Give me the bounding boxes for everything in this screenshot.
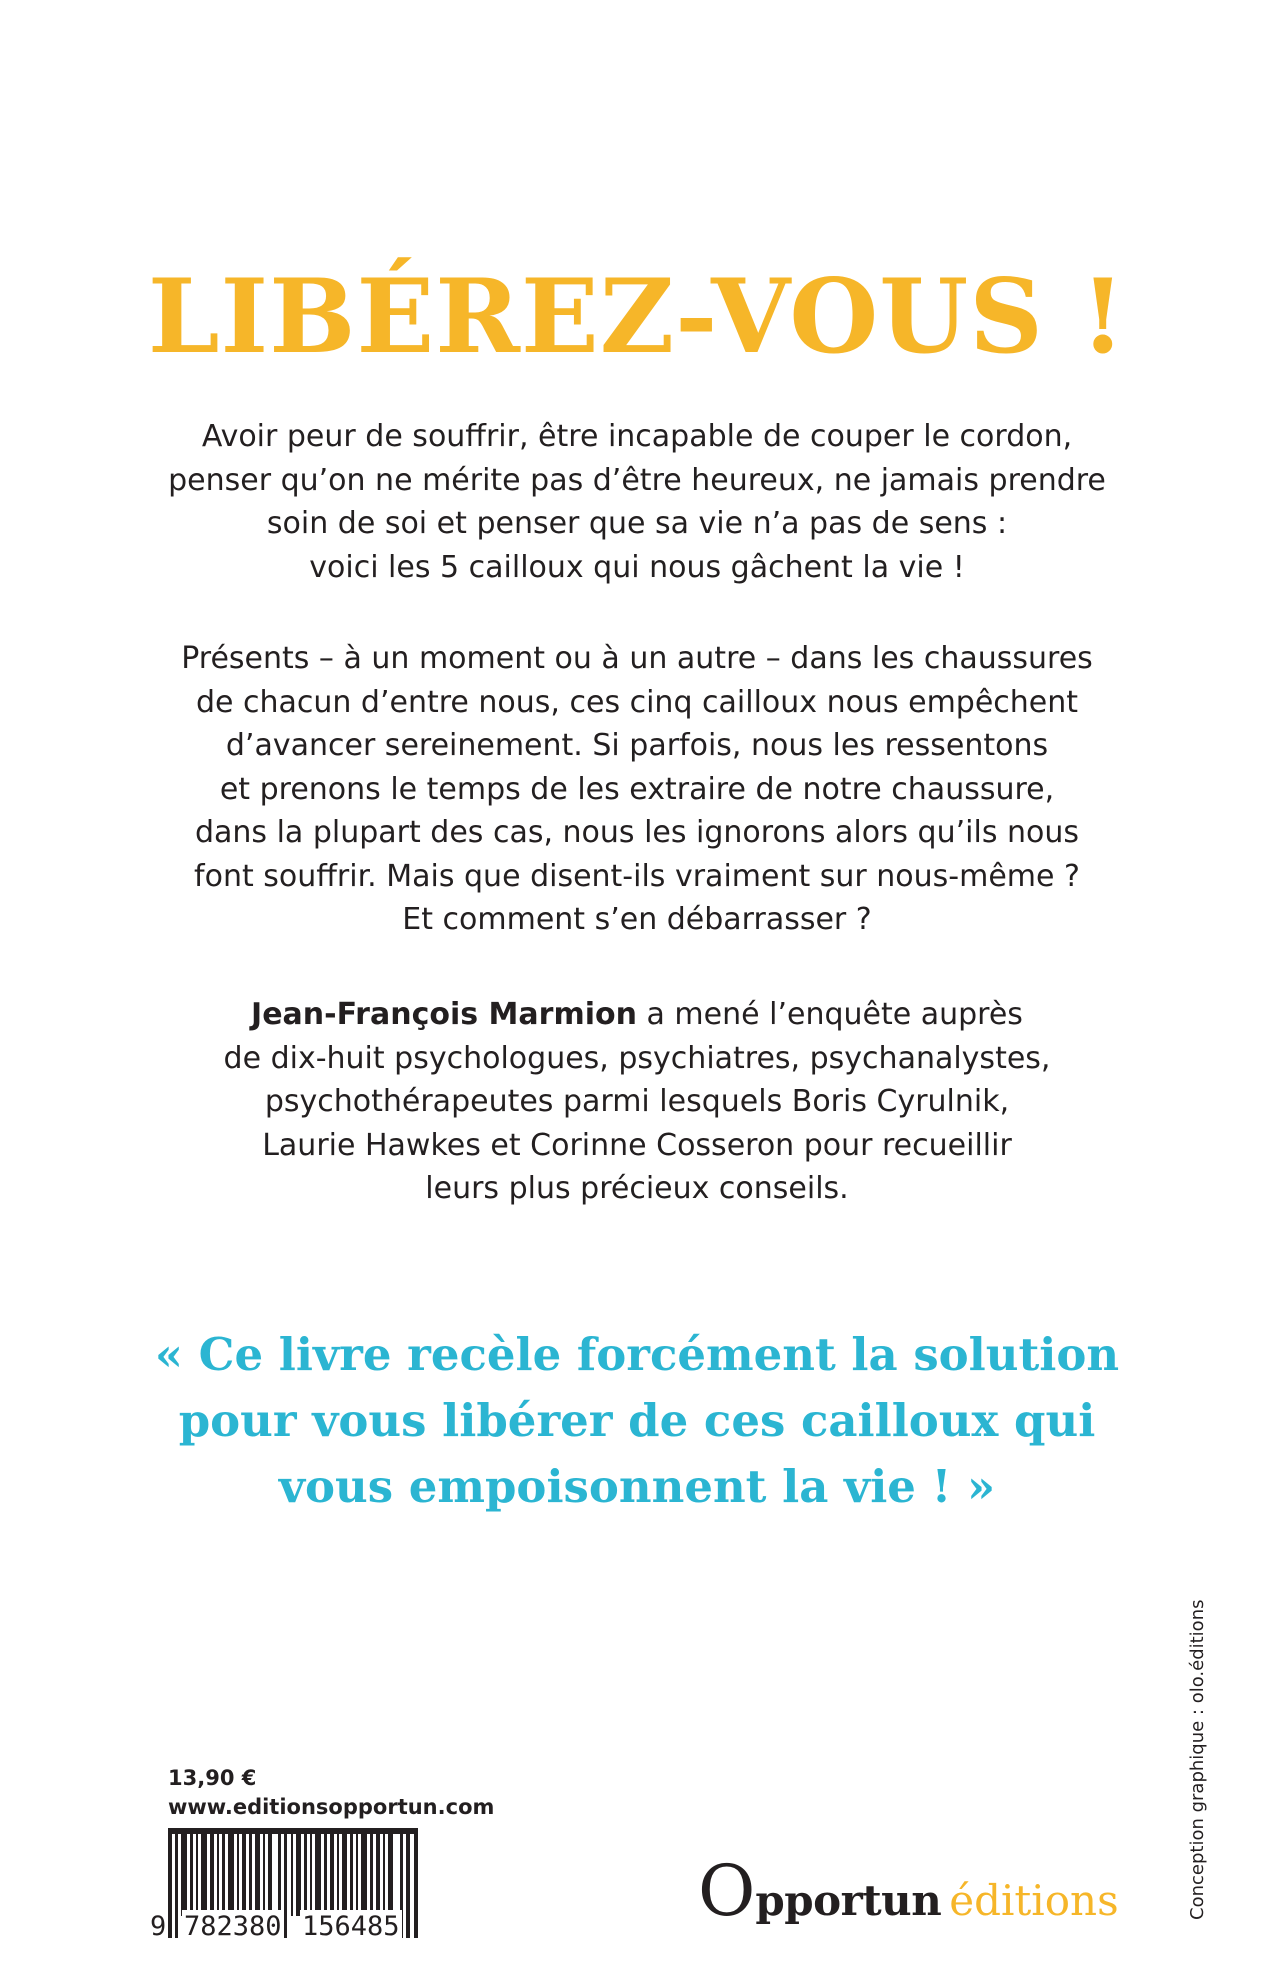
description-paragraph xyxy=(0,637,1274,942)
publisher-logo-name: pportun xyxy=(755,1876,942,1925)
description-line: font souffrir. Mais que disent-ils vraiment sur nous-même ? xyxy=(194,858,1080,894)
quote-line: vous empoisonnent la vie ! » xyxy=(278,1460,996,1513)
publisher-logo-initial: O xyxy=(698,1850,756,1932)
author-line: psychothérapeutes parmi lesquels Boris Cyrulnik, xyxy=(264,1084,1010,1119)
intro-line: voici les 5 cailloux qui nous gâchent la vie ! xyxy=(309,549,965,585)
price: 13,90 € xyxy=(168,1766,257,1790)
author-name: Jean-François Marmion xyxy=(251,997,637,1032)
description-line: Présents – à un moment ou à un autre – dans les chaussures xyxy=(181,641,1093,676)
intro-line: soin de soi et penser que sa vie n’a pas de sens : xyxy=(266,506,1008,541)
description-line: dans la plupart des cas, nous les ignorons alors qu’ils nous xyxy=(194,815,1080,850)
description-line: d’avancer sereinement. Si parfois, nous les ressentons xyxy=(225,728,1049,763)
publisher-logo xyxy=(698,1850,1119,1932)
description-line: de chacun d’entre nous, ces cinq cailloux nous empêchent xyxy=(195,684,1079,720)
isbn-first-digit: 9 xyxy=(150,1911,167,1942)
publisher-logo-editions: éditions xyxy=(949,1876,1119,1925)
author-line: Laurie Hawkes et Corinne Cosseron pour recueillir xyxy=(262,1127,1012,1163)
author-line: de dix-huit psychologues, psychiatres, psychanalystes, xyxy=(223,1040,1051,1076)
author-line: leurs plus précieux conseils. xyxy=(425,1171,849,1206)
intro-line: Avoir peur de souffrir, être incapable de couper le cordon, xyxy=(201,419,1073,454)
design-credit: Conception graphique : olo.éditions xyxy=(1187,1599,1208,1920)
intro-line: penser qu’on ne mérite pas d’être heureux, ne jamais prendre xyxy=(168,462,1106,498)
intro-paragraph xyxy=(0,415,1274,589)
description-line: Et comment s’en débarrasser ? xyxy=(402,902,872,937)
quote-line: « Ce livre recèle forcément la solution xyxy=(154,1328,1120,1381)
isbn-number xyxy=(148,1910,418,1944)
cover-title: LIBÉREZ-VOUS ! xyxy=(147,257,1127,377)
pull-quote xyxy=(0,1322,1274,1520)
publisher-website: www.editionsopportun.com xyxy=(168,1795,495,1819)
author-line xyxy=(0,993,1274,1037)
quote-line: pour vous libérer de ces cailloux qui xyxy=(178,1394,1096,1447)
author-line-rest: a mené l’enquête auprès xyxy=(636,997,1023,1032)
isbn-group-left: 782380 xyxy=(184,1911,282,1942)
author-paragraph xyxy=(0,993,1274,1211)
description-line: et prenons le temps de les extraire de notre chaussure, xyxy=(219,771,1055,807)
isbn-group-right: 156485 xyxy=(302,1911,400,1942)
